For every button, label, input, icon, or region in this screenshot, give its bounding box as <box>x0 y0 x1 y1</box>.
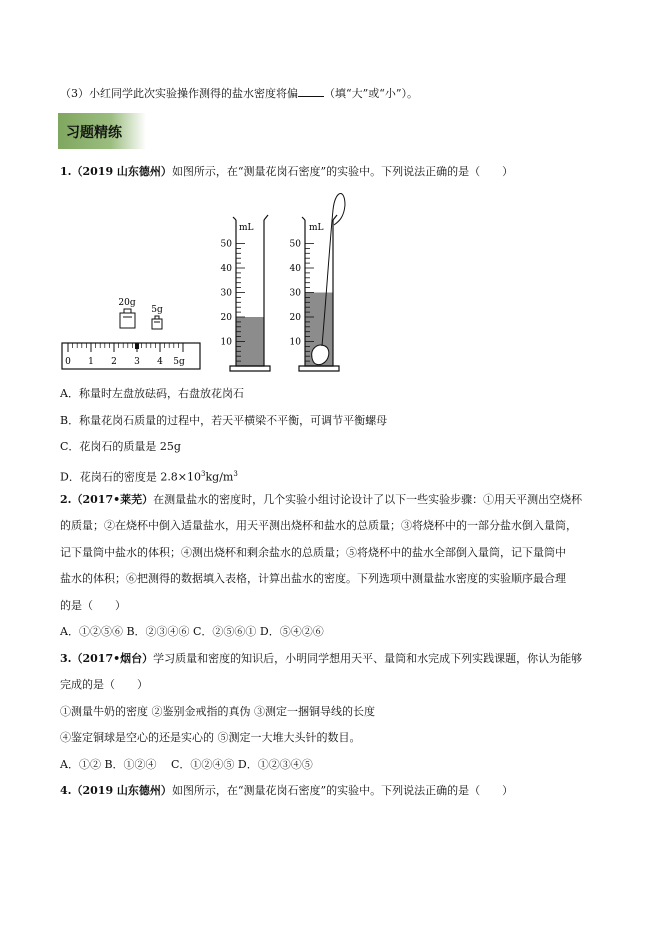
q3-text-1: 学习质量和密度的知识后，小明同学想用天平、量筒和水完成下列实践课题，你认为能够 <box>153 652 583 665</box>
cylinder-tick-label: 40 <box>289 264 301 274</box>
q2-text-1: 在测量盐水的密度时，几个实验小组讨论设计了以下一些实验步骤：①用天平测出空烧杯 <box>153 493 583 506</box>
scale-tick-label: 4 <box>157 357 163 367</box>
q3-number: 3. <box>60 652 72 665</box>
scale-tick-label: 5g <box>173 357 185 367</box>
q1-option-d-unit: kg/m <box>205 470 234 484</box>
scale-tick-label: 3 <box>134 357 140 367</box>
weight-5g-icon <box>152 316 162 329</box>
q4-number: 4. <box>60 784 72 797</box>
q2-number: 2. <box>60 493 72 506</box>
q1-figure <box>0 0 661 400</box>
q3-line-3: ①测量牛奶的密度 ②鉴别金戒指的真伪 ③测定一捆铜导线的长度 <box>60 705 375 718</box>
scale-tick-label: 2 <box>111 357 117 367</box>
cylinder-tick-label: 40 <box>220 264 232 274</box>
q1-option-d-prefix: D．花岗石的密度是 2.8×10 <box>60 470 202 484</box>
q1-stem-text: 如图所示，在“测量花岗石密度”的实验中。下列说法正确的是（ ） <box>171 165 514 178</box>
q3-line-4: ④鉴定铜球是空心的还是实心的 ⑤测定一大堆大头针的数目。 <box>60 731 361 744</box>
q4-stem <box>60 783 513 799</box>
q2-line-2: 的质量；②在烧杯中倒入适量盐水，用天平测出烧杯和盐水的总质量；③将烧杯中的一部分盐水倒入量筒， <box>60 519 577 532</box>
cylinder-2-unit: mL <box>309 223 324 233</box>
q1-option-d <box>60 466 238 486</box>
q2-line-3: 记下量筒中盐水的体积；④测出烧杯和剩余盐水的总质量；⑤将烧杯中的盐水全部倒入量筒，记下量筒中 <box>60 546 566 559</box>
scale-tick-label: 0 <box>65 357 71 367</box>
q3-options: A．①② B．①②④ C．①②④⑤ D．①②③④⑤ <box>60 758 313 771</box>
cylinder-tick-label: 20 <box>289 313 301 323</box>
cylinder-1-unit: mL <box>239 223 254 233</box>
weight-5g-label: 5g <box>151 305 163 315</box>
q1-source: （2019 山东德州） <box>71 165 172 178</box>
section-title: 习题精练 <box>66 125 122 141</box>
q1-option-d-exp: 3 <box>201 470 206 478</box>
weight-20g-icon <box>120 309 135 328</box>
intro-text-before: （3）小红同学此次实验操作测得的盐水密度将偏 <box>60 87 298 100</box>
cylinder-tick-label: 30 <box>289 288 301 299</box>
q1-option-a: A．称量时左盘放砝码，右盘放花岗石 <box>60 387 244 400</box>
q4-source: （2019 山东德州） <box>71 784 172 797</box>
q3-source: （2017•烟台） <box>71 652 154 665</box>
cylinder-tick-label: 50 <box>220 239 232 250</box>
cylinder-tick-label: 50 <box>289 239 301 250</box>
rider-marker <box>135 343 139 349</box>
scale-tick-label: 1 <box>88 357 94 367</box>
cylinder-tick-label: 10 <box>289 337 301 348</box>
q2-line-5: 的是（ ） <box>60 599 126 612</box>
cylinder-tick-label: 20 <box>220 313 232 323</box>
q1-option-c: C．花岗石的质量是 25g <box>60 440 181 453</box>
q4-stem-text: 如图所示，在“测量花岗石密度”的实验中。下列说法正确的是（ ） <box>171 784 514 797</box>
q1-option-b: B．称量花岗石质量的过程中，若天平横梁不平衡，可调节平衡螺母 <box>60 414 388 427</box>
cylinder-2 <box>290 194 345 371</box>
q3-line-1 <box>60 651 582 667</box>
intro-text-after: （填“大”或“小”）。 <box>324 87 418 100</box>
q2-source: （2017•莱芜） <box>71 493 154 506</box>
weight-20g-label: 20g <box>118 298 136 308</box>
q1-number: 1. <box>60 165 72 178</box>
q3-line-2: 完成的是（ ） <box>60 678 148 691</box>
q2-options: A．①②⑤⑥ B．②③④⑥ C．②⑤⑥① D．⑤④②⑥ <box>60 625 324 638</box>
cylinder-tick-label: 10 <box>220 337 232 348</box>
cylinder-1 <box>221 215 270 371</box>
cylinder-tick-label: 30 <box>220 288 232 299</box>
q2-line-1 <box>60 492 582 508</box>
beam-scale <box>62 343 200 369</box>
q2-line-4: 盐水的体积；⑥把测得的数据填入表格，计算出盐水的密度。下列选项中测量盐水密度的实验顺序最合理 <box>60 572 566 585</box>
q1-option-d-unit-exp: 3 <box>233 470 238 478</box>
